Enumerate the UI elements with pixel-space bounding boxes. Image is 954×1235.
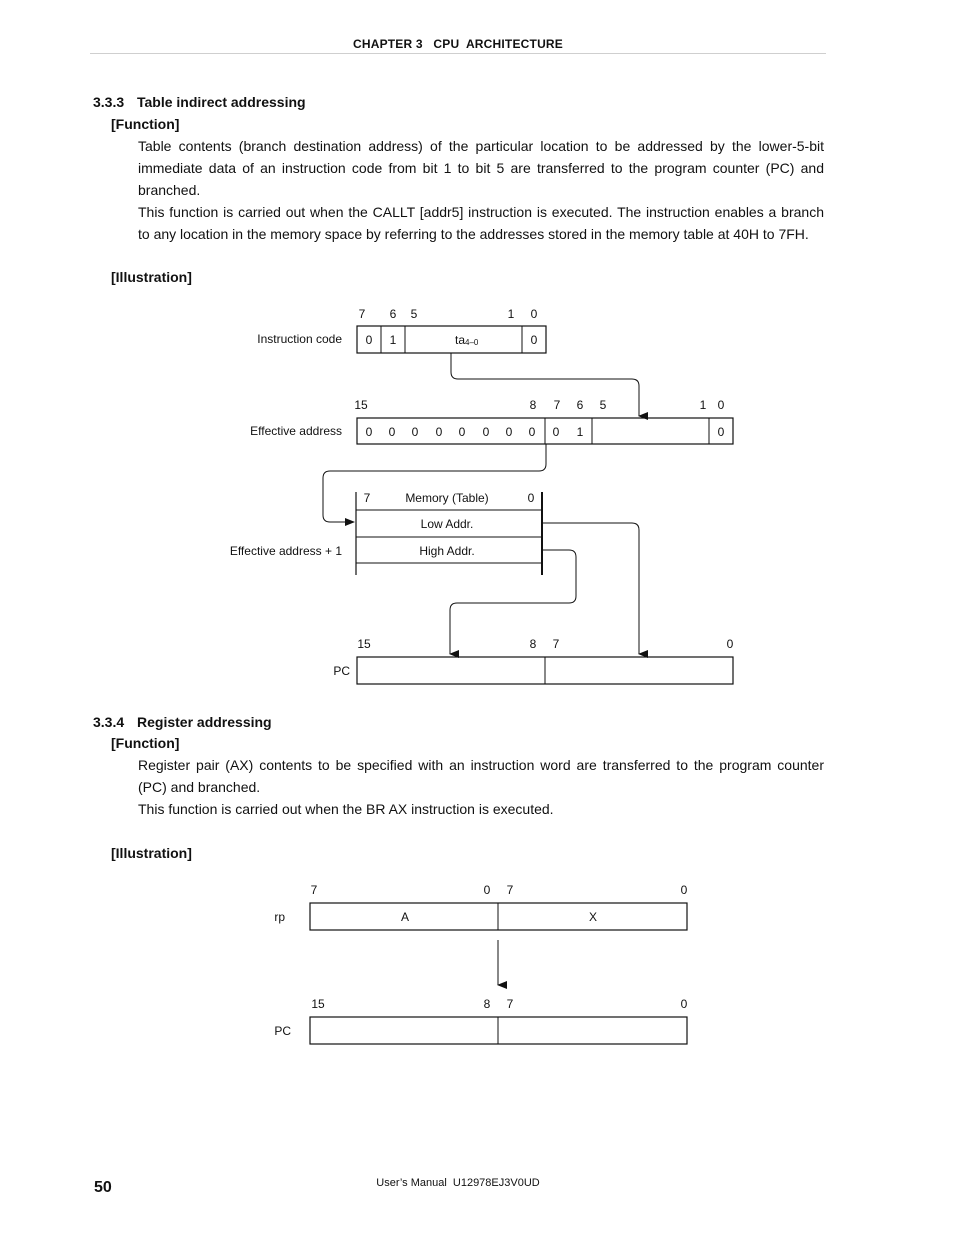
bit-label: 7 [506, 997, 514, 1011]
arrow-ta-to-ea [451, 353, 639, 416]
register-diagram [0, 870, 954, 1060]
bit-label: 15 [354, 398, 368, 412]
function-text [138, 754, 824, 820]
effective-address-plus-label: Effective address + 1 [229, 544, 342, 558]
bit-label: 0 [680, 997, 688, 1011]
section-number: 3.3.4 [93, 714, 125, 730]
bit-label: 8 [483, 997, 491, 1011]
bit-label: 0 [717, 398, 725, 412]
illustration-label: [Illustration] [111, 269, 192, 285]
arrow-low-to-pc [542, 523, 639, 654]
bit-label: 1 [699, 398, 707, 412]
ea-bit-cell: 0 [552, 425, 560, 439]
memory-title: Memory (Table) [405, 491, 489, 505]
function-label: [Function] [111, 735, 180, 751]
ea-bit-cell: 0 [458, 425, 466, 439]
section-title: Register addressing [137, 714, 272, 730]
bit-label: 8 [529, 398, 537, 412]
section-number: 3.3.3 [93, 94, 125, 110]
pc-label: PC [274, 1024, 291, 1038]
instruction-code-label: Instruction code [257, 332, 342, 346]
register-x: X [588, 910, 598, 924]
register-a: A [400, 910, 410, 924]
function-label: [Function] [111, 116, 180, 132]
bit-label: 15 [357, 637, 371, 651]
bit-cell: 0 [717, 425, 725, 439]
illustration-label: [Illustration] [111, 845, 192, 861]
bit-cell: 0 [365, 333, 373, 347]
bit-label: 6 [576, 398, 584, 412]
manual-id: User’s Manual U12978EJ3V0UD [376, 1177, 540, 1189]
bit-label: 6 [389, 307, 397, 321]
chapter-header: CHAPTER 3 CPU ARCHITECTURE [352, 37, 564, 51]
rp-label: rp [274, 910, 285, 924]
bit-label: 5 [410, 307, 418, 321]
ea-bit-cell: 0 [411, 425, 419, 439]
bit-label: 0 [680, 883, 688, 897]
pc-label: PC [333, 664, 350, 678]
bit-cell: 0 [530, 333, 538, 347]
bit-label: 1 [507, 307, 515, 321]
bit-label: 8 [529, 637, 537, 651]
ea-bit-cell: 0 [528, 425, 536, 439]
bit-label: 7 [358, 307, 366, 321]
bit-label: 7 [310, 883, 318, 897]
paragraph: This function is carried out when the CALLT [addr5] instruction is executed. The instruction enables a branch to any location in the memory space by referring to the addresses stored in the memory table at 40H to 7FH. [138, 204, 824, 242]
ea-bit-cell: 0 [505, 425, 513, 439]
bit-label: 7 [552, 637, 560, 651]
bit-cell: 1 [389, 333, 397, 347]
section-heading-register [93, 714, 272, 730]
bit-label: 0 [527, 491, 535, 505]
ea-bit-cell: 0 [388, 425, 396, 439]
instruction-code-box [357, 326, 546, 353]
bit-label: 7 [506, 883, 514, 897]
bit-label: 7 [553, 398, 561, 412]
bit-label: 7 [363, 491, 371, 505]
paragraph: This function is carried out when the BR AX instruction is executed. [138, 801, 554, 817]
ea-bit-cells [366, 425, 584, 439]
high-addr-cell: High Addr. [419, 544, 475, 558]
ea-bit-cell: 1 [576, 425, 584, 439]
ea-bit-cell: 0 [482, 425, 490, 439]
ea-bit-cell: 0 [365, 425, 373, 439]
effective-address-label: Effective address [250, 424, 342, 438]
section-title: Table indirect addressing [137, 94, 306, 110]
low-addr-cell: Low Addr. [420, 517, 474, 531]
ta-field: ta4–0 [455, 333, 479, 347]
paragraph: Table contents (branch destination address) of the particular location to be addressed by the lower-5-bit immediate data of an instruction code from bit 1 to bit 5 are transferred to the program counter (PC) and branched. [138, 138, 824, 198]
paragraph: Register pair (AX) contents to be specified with an instruction word are transferred to the program counter (PC) and branched. [138, 757, 824, 795]
bit-label: 0 [530, 307, 538, 321]
ea-bit-cell: 0 [435, 425, 443, 439]
bit-label: 0 [483, 883, 491, 897]
bit-label: 0 [726, 637, 734, 651]
bit-label: 15 [311, 997, 325, 1011]
page-number: 50 [94, 1179, 112, 1196]
bit-label: 5 [599, 398, 607, 412]
